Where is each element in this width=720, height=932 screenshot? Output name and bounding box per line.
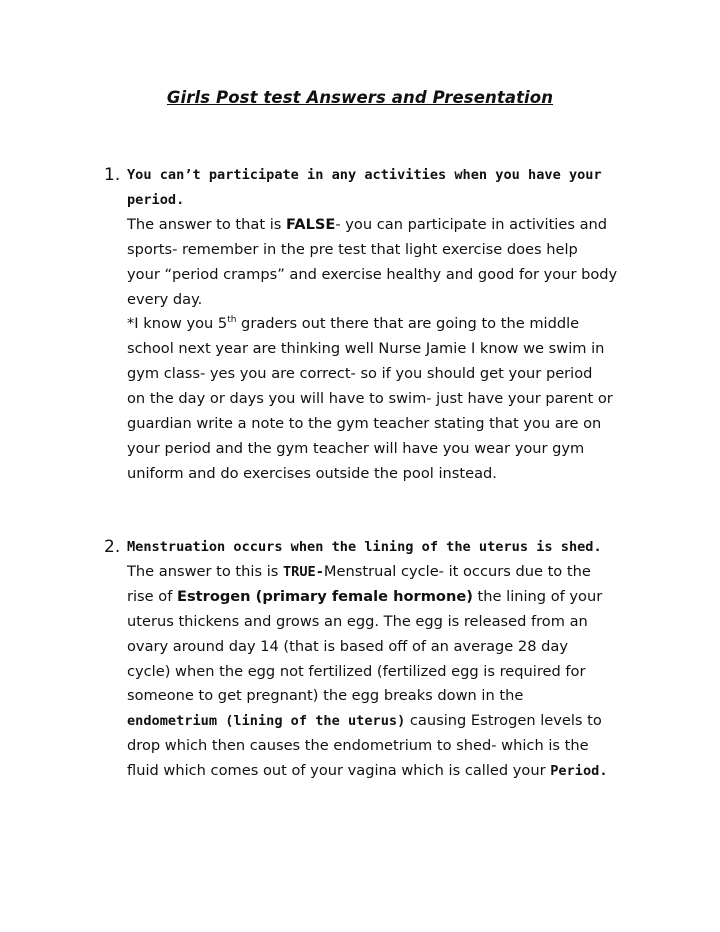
answer-line: uniform and do exercises outside the pool instead. — [127, 464, 497, 482]
answer-keyword: FALSE — [286, 215, 336, 233]
answer-line: your period and the gym teacher will have you wear your gym — [127, 439, 585, 457]
list-item — [104, 163, 647, 487]
answer-line: gym class- yes you are correct- so if you should get your period — [127, 365, 593, 383]
answer-line — [127, 585, 647, 610]
answer-line — [127, 312, 647, 337]
answer-keyword: Period. — [550, 763, 608, 780]
item-number: 1. — [104, 165, 121, 185]
answer-line: cycle) when the egg not fertilized (fertilized egg is required for — [127, 662, 586, 680]
answer-text: Menstrual cycle- it occurs due to the — [323, 562, 591, 580]
answer-keyword: Estrogen (primary female hormone) — [176, 587, 473, 605]
answer-text: - you can participate in activities and — [335, 215, 608, 233]
question-text: You can’t participate in any activities when you have your — [127, 167, 602, 183]
answer-line: on the day or days you will have to swim- just have your parent or — [127, 390, 613, 408]
answer-line: drop which then causes the endometrium to shed- which is the — [127, 737, 589, 755]
item-number: 2. — [104, 537, 121, 557]
answer-keyword: TRUE- — [283, 563, 324, 580]
question-text: period. — [127, 191, 185, 208]
superscript: th — [227, 315, 237, 326]
answer-line — [127, 213, 647, 238]
answer-line: sports- remember in the pre test that light exercise does help — [127, 240, 578, 258]
list-item — [104, 535, 647, 784]
answer-text: causing Estrogen levels to — [405, 712, 602, 730]
answer-text: *I know you 5 — [127, 315, 228, 333]
answer-line — [127, 709, 647, 734]
answer-line: every day. — [127, 290, 203, 308]
answer-line: someone to get pregnant) the egg breaks down in the — [127, 687, 524, 705]
answer-text: the lining of your — [472, 587, 603, 605]
answer-keyword: endometrium (lining of the uterus) — [127, 713, 406, 730]
page-title: Girls Post test Answers and Presentation — [166, 88, 554, 107]
answer-text: graders out there that are going to the middle — [236, 315, 580, 333]
answer-line: uterus thickens and grows an egg. The egg is released from an — [127, 612, 588, 630]
answer-text: fluid which comes out of your vagina which is called your — [127, 762, 551, 780]
answer-line — [127, 560, 647, 585]
answer-line: your “period cramps” and exercise healthy and good for your body — [127, 265, 618, 283]
answer-line: school next year are thinking well Nurse Jamie I know we swim in — [127, 340, 605, 358]
question-text: Menstruation occurs when the lining of the uterus is shed. — [127, 539, 602, 555]
answer-text: The answer to that is — [127, 215, 286, 233]
answer-text: The answer to this is — [127, 562, 283, 580]
answer-line: guardian write a note to the gym teacher stating that you are on — [127, 415, 602, 433]
answer-line — [127, 759, 647, 784]
answer-text: rise of — [127, 587, 177, 605]
answer-line: ovary around day 14 (that is based off of an average 28 day — [127, 637, 568, 655]
